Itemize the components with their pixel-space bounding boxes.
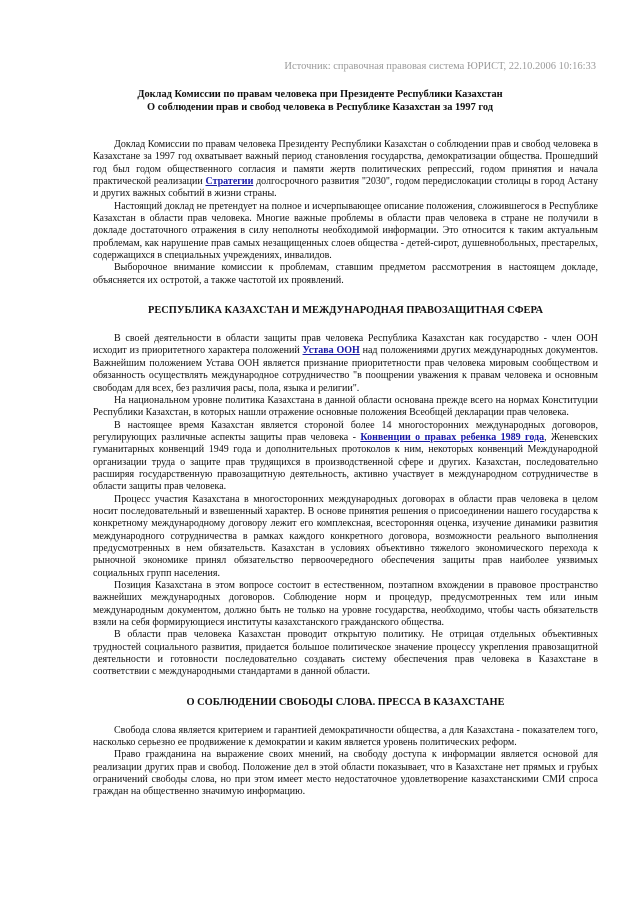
paragraph bbox=[93, 139, 598, 201]
link-strategy[interactable]: Стратегии bbox=[205, 176, 254, 188]
text: В настоящее время Казахстан является стороной более 14 многосторонних международных договоров, регулирующих различные аспекты защиты прав человека - bbox=[93, 419, 598, 443]
link-child-rights-convention[interactable]: Конвенции о правах ребенка 1989 года bbox=[360, 431, 545, 443]
section-heading: РЕСПУБЛИКА КАЗАХСТАН И МЕЖДУНАРОДНАЯ ПРАВОЗАЩИТНАЯ СФЕРА bbox=[148, 305, 543, 317]
text: , Женевских гуманитарных конвенций 1949 года и дополнительных протоколов к ним, некоторых конвенций Международной организации труда о защите прав трудящихся в производственной сфере и других. Казахстан, последовательно расширяя государственную правозащитную деятельность, активно участвует в международном сотрудничестве в области защиты прав человека. bbox=[93, 431, 598, 493]
section-heading: О СОБЛЮДЕНИИ СВОБОДЫ СЛОВА. ПРЕССА В КАЗАХСТАНЕ bbox=[186, 696, 505, 708]
paragraph: Позиция Казахстана в этом вопросе состоит в естественном, поэтапном вхождении в правовое пространство важнейших международных договоров. Соблюдение норм и процедур, предусмотренных тем или иным международным документом, должно быть не только на уровне государства, необходимо, чтобы часть обязательств взяли на себя формирующиеся институты казахстанского гражданского общества. bbox=[93, 580, 598, 629]
document-title bbox=[0, 88, 640, 114]
paragraph: Право гражданина на выражение своих мнений, на свободу доступа к информации является основой для реализации других прав и свобод. Положение дел в этой области показывает, что в Казахстане нет прямых и грубых ограничений свободы слова, но при этом имеет место недостаточное удовлетворение казахстанскими СМИ спроса граждан на общественно значимую информацию. bbox=[93, 749, 598, 798]
text: В своей деятельности в области защиты прав человека Республика Казахстан как государство - член ООН исходит из приоритетного характера положений bbox=[93, 333, 598, 357]
title-line-1: Доклад Комиссии по правам человека при Президенте Республики Казахстан bbox=[137, 89, 503, 100]
text: Доклад Комиссии по правам человека Президенту Республики Казахстан о соблюдении прав и свобод человека в Казахстане за 1997 год охватывает важный период становления государства, демократизации общества. Прошедший год был годом общественного согласия и памяти жертв политических репрессий, годом принятия и начала практической реализации bbox=[93, 139, 598, 188]
link-un-charter[interactable]: Устава ООН bbox=[302, 345, 360, 357]
paragraph: В области прав человека Казахстан проводит открытую политику. Не отрицая отдельных объективных трудностей социального развития, придается большое политическое значение процессу укрепления правозащитной деятельности и готовности последовательно создавать систему обеспечения прав человека в Казахстане в соответствии с международными стандартами в данной области. bbox=[93, 629, 598, 678]
paragraph: На национальном уровне политика Казахстана в данной области основана прежде всего на нормах Конституции Республики Казахстан, в которых нашли отражение основные положения Всеобщей декларации прав человека. bbox=[93, 394, 598, 419]
paragraph: Свобода слова является критерием и гарантией демократичности общества, а для Казахстана - показателем того, насколько серьезно ее продвижение к демократии и каким является уровень политических реформ. bbox=[93, 724, 598, 749]
paragraph: Настоящий доклад не претендует на полное и исчерпывающее описание положения, сложившегося в Республике Казахстан в области прав человека. Многие важные проблемы в области прав человека в стране не получили в докладе достаточного отражения в силу неполноты необходимой информации. Это относится к таким актуальным проблемам, как нарушение прав самых незащищенных слоев общества - детей-сирот, душевнобольных, престарелых, содержащихся в специальных учреждениях, инвалидов. bbox=[93, 200, 598, 262]
source-line: Источник: справочная правовая система ЮРИСТ, 22.10.2006 10:16:33 bbox=[284, 61, 596, 72]
title-line-2: О соблюдении прав и свобод человека в Республике Казахстан за 1997 год bbox=[147, 102, 493, 113]
text: долгосрочного развития "2030", годом передислокации столицы в город Астану и других важных событий в жизни страны. bbox=[93, 176, 599, 200]
paragraph bbox=[93, 420, 598, 494]
document-body bbox=[93, 139, 598, 799]
paragraph: Процесс участия Казахстана в многосторонних международных договорах в области прав человека в целом носит последовательный и взвешенный характер. В основе принятия решения о присоединении нашего государства к конкретному международному договору лежит его комплексная, всесторонняя оценка, изучение динамики развития международного сотрудничества в рамках каждого конкретного договора, возможности реального выполнения предусмотренных в нем обязательств. Казахстан в условиях объективно тяжелого экономического перехода к рыночной экономике принял обязательство первоочередного обеспечения защиты прав наиболее уязвимых социальных групп населения. bbox=[93, 493, 598, 579]
text: над положениями других международных документов. Важнейшим положением Устава ООН является признание приоритетности прав человека мировым сообществом и обязанность осуществлять международное сотрудничество "в поощрении уважения к правам человека и основным свободам для всех, без различия расы, пола, языка и религии". bbox=[93, 345, 598, 394]
paragraph: Выборочное внимание комиссии к проблемам, ставшим предметом рассмотрения в настоящем докладе, объясняется их остротой, а также частотой их проявлений. bbox=[93, 262, 598, 286]
paragraph bbox=[93, 333, 598, 395]
